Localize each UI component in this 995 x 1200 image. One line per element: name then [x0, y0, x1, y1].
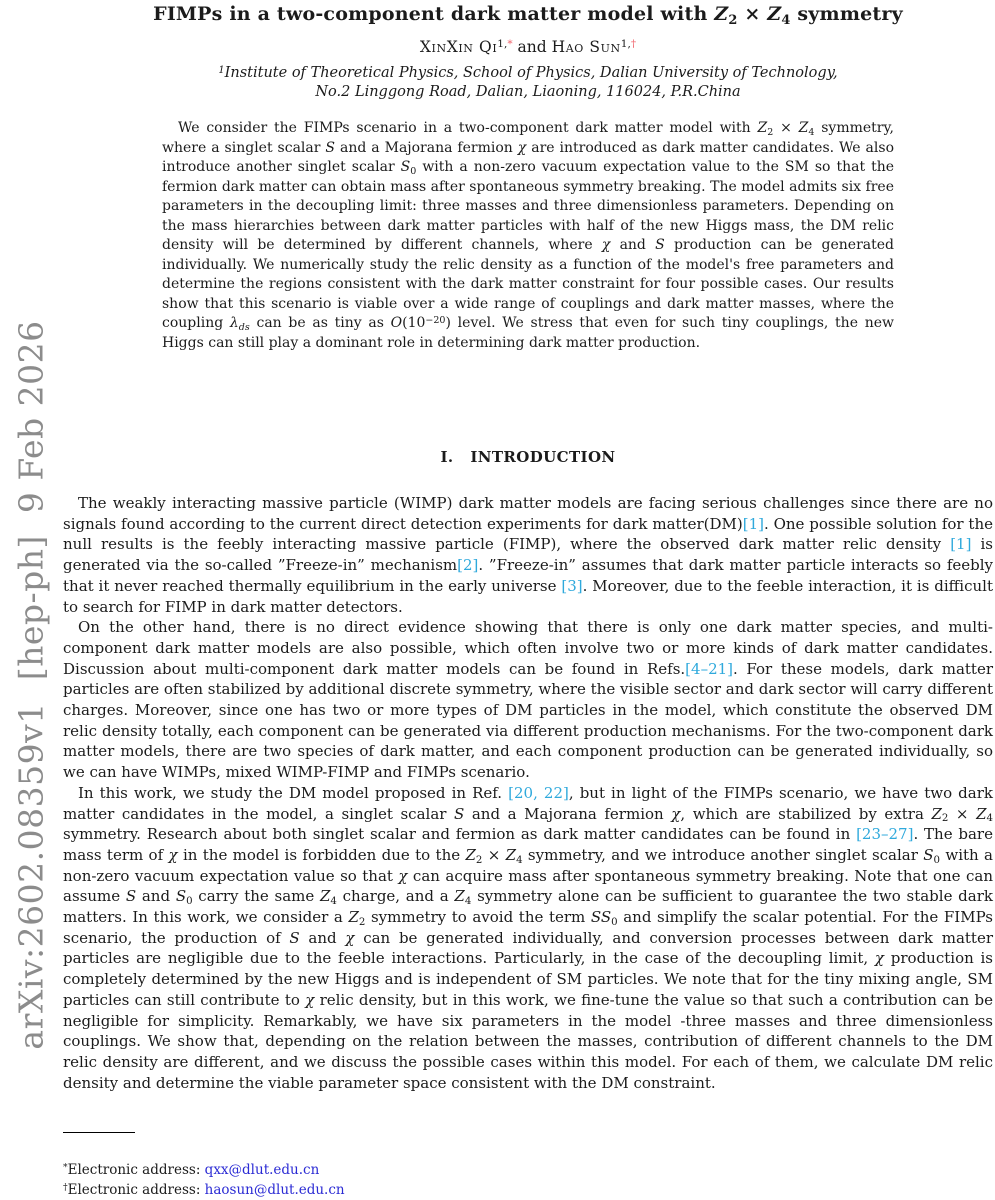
footnote-label: Electronic address:: [67, 1182, 205, 1198]
citation-link[interactable]: [1]: [950, 535, 972, 554]
footnote-rule: [63, 1132, 135, 1133]
affiliation-line-2: No.2 Linggong Road, Dalian, Liaoning, 116024, P.R.China: [315, 84, 741, 100]
citation-link[interactable]: [1]: [742, 514, 764, 533]
paper-content: [63, 0, 993, 1093]
affiliation-line-1: $^1$Institute of Theoretical Physics, School of Physics, Dalian University of Technology,: [218, 64, 838, 81]
footnote-marker-dagger: †: [63, 1181, 68, 1193]
footnote-email-link-1[interactable]: qxx@dlut.edu.cn: [204, 1162, 320, 1178]
intro-paragraph-1: The weakly interacting massive particle (WIMP) dark matter models are facing serious challenges since there are no signals found according to the current direct detection experiments for dark matter(DM)[1]. One possible solution for the null results is the feebly interacting massive particle (FIMP), where the observed dark matter relic density [1] is generated via the so-called ”Freeze-in” mechanism[2]. ”Freeze-in” assumes that dark matter particle interacts so feebly that it never reached thermally equilibrium in the early universe [3]. Moreover, due to the feeble interaction, it is difficult to search for FIMP in dark matter detectors.: [63, 494, 993, 616]
citation-link[interactable]: [4–21]: [685, 659, 734, 678]
affiliation: [63, 64, 993, 102]
intro-paragraph-2: On the other hand, there is no direct evidence showing that there is only one dark matter species, and multi-component dark matter models are also possible, which often involve two or more kinds of dark matter candidates. Discussion about multi-component dark matter models can be found in Refs.[4–21]. For these models, dark matter particles are often stabilized by additional discrete symmetry, where the visible sector and dark sector will carry different charges. Moreover, since one has two or more types of DM particles in the model, which constitute the observed DM relic density totally, each component can be generated via different production mechanisms. For the two-component dark matter models, there are two species of dark matter, and each component production can be generated individually, so we can have WIMPs, mixed WIMP-FIMP and FIMPs scenario.: [63, 618, 993, 782]
footnote-2: [63, 1180, 345, 1200]
author-line: XinXin $Qi^{1,*}$ and Hao Sun$^{1,\dagger}$: [419, 38, 637, 56]
footnote-email-link-2[interactable]: haosun@dlut.edu.cn: [204, 1182, 345, 1198]
author-name: XinXin Qi: [419, 38, 498, 56]
introduction-body: [63, 493, 993, 1093]
citation-link[interactable]: [3]: [561, 576, 583, 595]
author-footnote-marker: *: [507, 38, 513, 51]
section-heading-introduction: I. INTRODUCTION: [440, 448, 616, 466]
paper-title: FIMPs in a two-component dark matter model with Z2 × Z4 symmetry: [153, 3, 903, 28]
footnote-1: [63, 1160, 345, 1180]
footnote-block: [63, 1132, 345, 1200]
citation-link[interactable]: [2]: [457, 556, 479, 575]
intro-paragraph-3: In this work, we study the DM model proposed in Ref. [20, 22], but in light of the FIMPs scenario, we have two dark matter candidates in the model, a singlet scalar S and a Majorana fermion χ, which are stabilized by extra Z2 × Z4 symmetry. Research about both singlet scalar and fermion as dark matter candidates can be found in [23–27]. The bare mass term of χ in the model is forbidden due to the Z2 × Z4 symmetry, and we introduce another singlet scalar S0 with a non-zero vacuum expectation value so that χ can acquire mass after spontaneous symmetry breaking. Note that one can assume S and S0 carry the same Z4 charge, and a Z4 symmetry alone can be sufficient to guarantee the two stable dark matters. In this work, we consider a Z2 symmetry to avoid the term SS0 and simplify the scalar potential. For the FIMPs scenario, the production of S and χ can be generated individually, and conversion processes between dark matter particles are negligible due to the feeble interactions. Particularly, in the case of the decoupling limit, χ production is completely determined by the new Higgs and is independent of SM particles. We note that for the tiny mixing angle, SM particles can still contribute to χ relic density, but in this work, we fine-tune the value so that such a contribution can be negligible for simplicity. Remarkably, we have six parameters in the model -three masses and three dimensionless couplings. We show that, depending on the relation between the masses, contribution of different channels to the DM relic density are different, and we discuss the possible cases within this model. For each of them, we calculate DM relic density and determine the viable parameter space consistent with the DM constraint.: [63, 783, 994, 1092]
abstract: We consider the FIMPs scenario in a two-component dark matter model with Z2 × Z4 symmetry, where a singlet scalar S and a Majorana fermion χ are introduced as dark matter candidates. We also introduce another singlet scalar S0 with a non-zero vacuum expectation value to the SM so that the fermion dark matter can obtain mass after spontaneous symmetry breaking. The model admits six free parameters in the decoupling limit: three masses and three dimensionless parameters. Depending on the mass hierarchies between dark matter particles with half of the new Higgs mass, the DM relic density will be determined by different channels, where χ and S production can be generated individually. We numerically study the relic density as a function of the model's free parameters and determine the regions consistent with the dark matter constraint for four possible cases. Our results show that this scenario is viable over a wide range of couplings and dark matter masses, where the coupling λds can be as tiny as $O(10^{-20})$ level. We stress that even for such tiny couplings, the new Higgs can still play a dominant role in determining dark matter production.: [162, 120, 895, 351]
footnote-marker-asterisk: *: [63, 1161, 68, 1173]
citation-link[interactable]: [23–27]: [856, 825, 914, 844]
arxiv-watermark: arXiv:2602.08359v1 [hep-ph] 9 Feb 2026: [11, 320, 51, 1050]
footnote-label: Electronic address:: [67, 1162, 205, 1178]
author-footnote-marker: †: [630, 38, 637, 51]
author-name: Hao Sun: [551, 38, 621, 56]
citation-link[interactable]: [20, 22]: [508, 783, 569, 802]
